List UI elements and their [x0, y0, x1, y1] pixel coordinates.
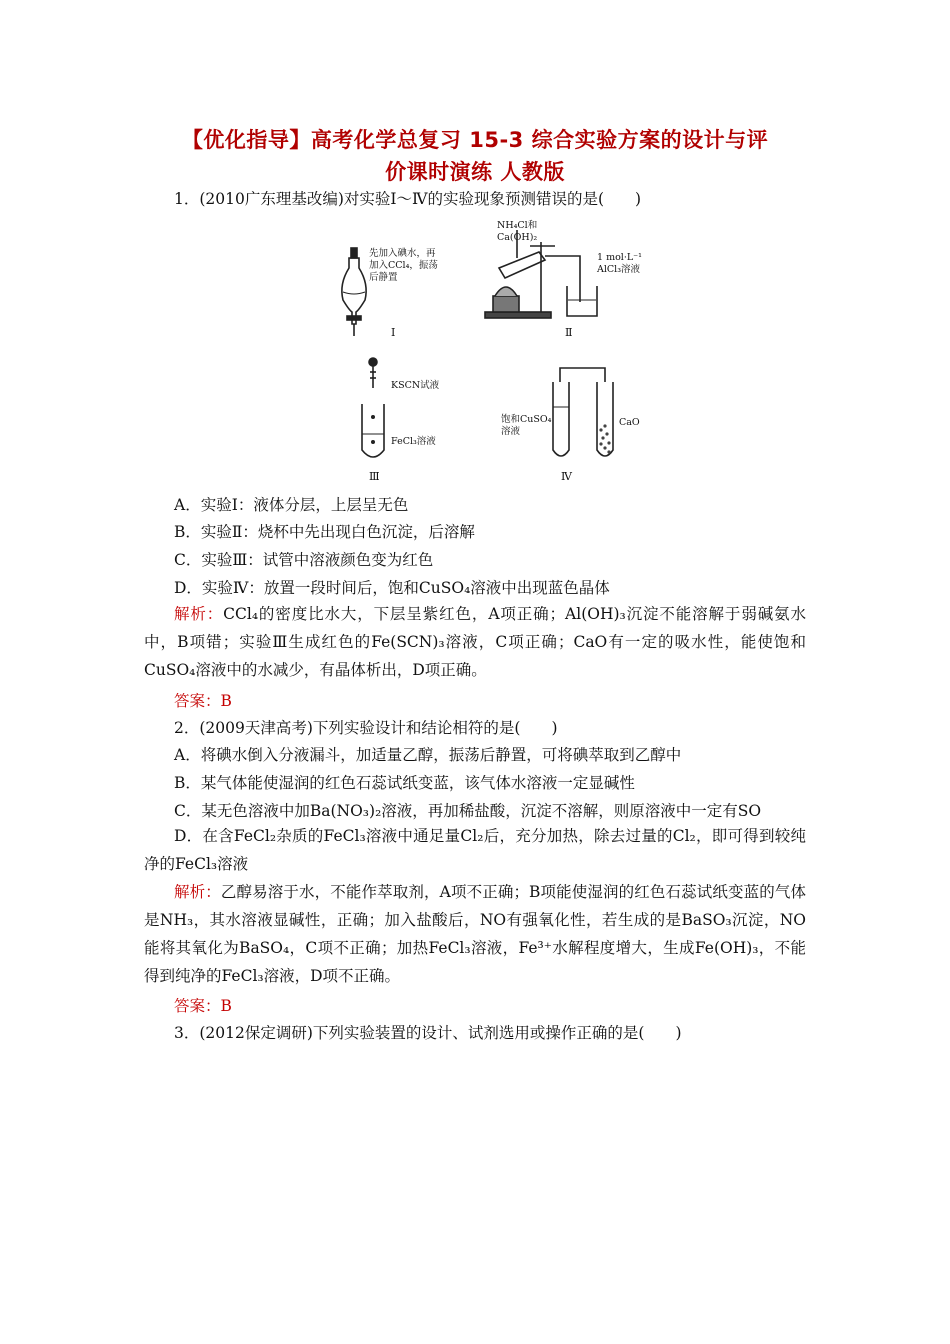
q1-option-c: C．实验Ⅲ：试管中溶液颜色变为红色 — [174, 551, 434, 569]
label-I-text-3: 后静置 — [369, 272, 398, 283]
label-III-top: KSCN试液 — [391, 380, 440, 391]
q1-option-a: A．实验Ⅰ：液体分层，上层呈无色 — [174, 496, 409, 514]
title-line-1: 【优化指导】高考化学总复习 15-3 综合实验方案的设计与评 — [181, 128, 769, 152]
q1-analysis-label: 解析： — [174, 605, 224, 623]
label-III-bottom: FeCl₃溶液 — [391, 436, 436, 447]
q2-answer: 答案：B — [174, 997, 232, 1015]
label-II-reagent-2: Ca(OH)₂ — [497, 232, 538, 243]
q1-stem: 1．(2010广东理基改编)对实验Ⅰ～Ⅳ的实验现象预测错误的是( ) — [174, 190, 642, 208]
q2-stem: 2．(2009天津高考)下列实验设计和结论相符的是( ) — [174, 719, 558, 737]
q3-stem: 3．(2012保定调研)下列实验装置的设计、试剂选用或操作正确的是( ) — [174, 1024, 682, 1042]
label-III: Ⅲ — [369, 470, 380, 483]
label-II-beaker-2: AlCl₃溶液 — [597, 264, 641, 275]
q1-analysis — [144, 600, 806, 684]
q1-option-b: B．实验Ⅱ：烧杯中先出现白色沉淀，后溶解 — [174, 523, 475, 541]
q2-option-c: C．某无色溶液中加Ba(NO₃)₂溶液，再加稀盐酸，沉淀不溶解，则原溶液中一定有SO — [174, 802, 762, 820]
label-IV-left-1: 饱和CuSO₄ — [501, 414, 552, 425]
q2-option-d: D．在含FeCl₂杂质的FeCl₃溶液中通足量Cl₂后，充分加热，除去过量的Cl₂，即可得到较纯净的FeCl₃溶液 — [144, 827, 806, 873]
gas-generator-apparatus — [485, 230, 597, 318]
connected-test-tubes — [553, 368, 613, 456]
q2-analysis — [144, 878, 806, 990]
label-I-text-1: 先加入碘水，再 — [369, 248, 436, 259]
q2-option-a: A．将碘水倒入分液漏斗，加适量乙醇，振荡后静置，可将碘萃取到乙醇中 — [174, 746, 682, 764]
q1-apparatus-figure — [335, 212, 675, 490]
q1-analysis-text: CCl₄的密度比水大，下层呈紫红色，A项正确；Al(OH)₃沉淀不能溶解于弱碱氨水中，B项错；实验Ⅲ生成红色的Fe(SCN)₃溶液，C项正确；CaO有一定的吸水性，能使饱和CuSO₄溶液中的水减少，有晶体析出，D项正确。 — [144, 605, 806, 679]
title-line-2: 价课时演练 人教版 — [385, 160, 565, 184]
label-II-reagent-1: NH₄Cl和 — [497, 220, 538, 231]
label-IV-left-2: 溶液 — [501, 426, 521, 437]
q2-analysis-text: 乙醇易溶于水，不能作萃取剂，A项不正确；B项能使湿润的红色石蕊试纸变蓝的气体是NH₃，其水溶液显碱性，正确；加入盐酸后，NO有强氧化性，若生成的是BaSO₃沉淀，NO能将其氧化为BaSO₄，C项不正确；加热FeCl₃溶液，Fe³⁺水解程度增大，生成Fe(OH)₃，不能得到纯净的FeCl₃溶液，D项不正确。 — [144, 883, 806, 985]
label-IV-right: CaO — [619, 417, 640, 428]
label-IV: Ⅳ — [561, 470, 572, 483]
test-tube-with-dropper — [362, 358, 384, 457]
label-II-beaker-1: 1 mol·L⁻¹ — [597, 252, 642, 263]
q1-option-d: D．实验Ⅳ：放置一段时间后，饱和CuSO₄溶液中出现蓝色晶体 — [174, 579, 610, 597]
label-II: Ⅱ — [565, 326, 573, 339]
separatory-funnel — [342, 248, 366, 336]
q2-analysis-label: 解析： — [174, 883, 221, 901]
label-I: Ⅰ — [391, 326, 396, 339]
q1-answer: 答案：B — [174, 692, 232, 710]
label-I-text-2: 加入CCl₄，振荡 — [369, 260, 438, 271]
q2-option-b: B．某气体能使湿润的红色石蕊试纸变蓝，该气体水溶液一定显碱性 — [174, 774, 635, 792]
